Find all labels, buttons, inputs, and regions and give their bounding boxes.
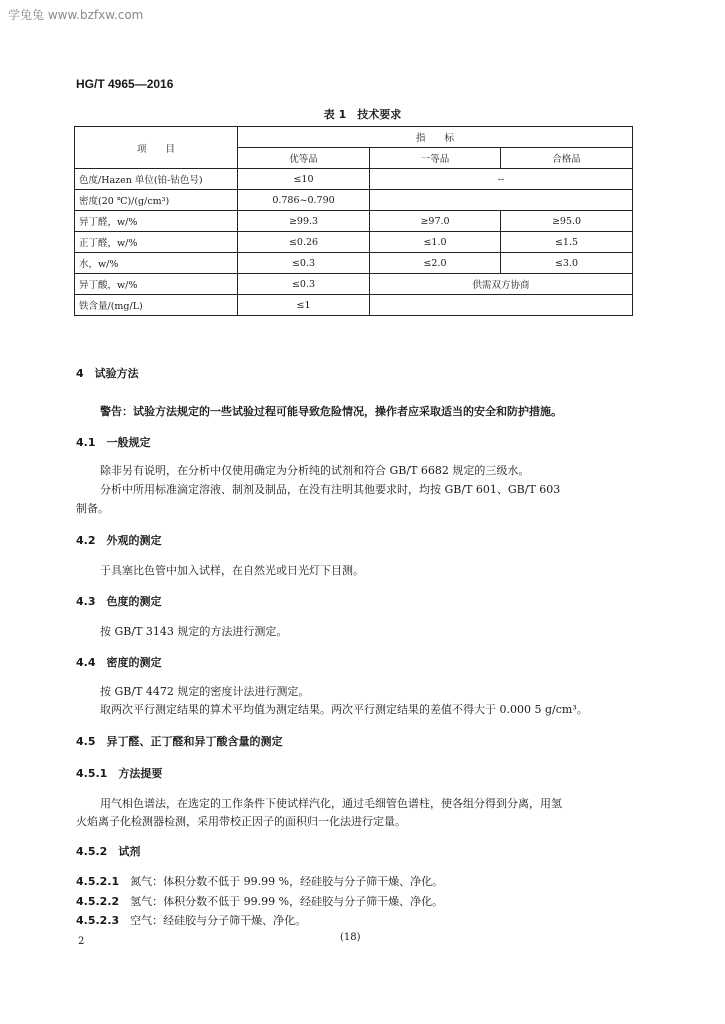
row-item: 水，w/% <box>75 253 238 274</box>
row-item: 正丁醛，w/% <box>75 232 238 253</box>
paragraph-line: 按 GB/T 4472 规定的密度计法进行测定。 <box>100 685 310 698</box>
technical-requirements-table <box>74 126 633 316</box>
cell-value: -- <box>370 169 633 190</box>
table-header-row <box>75 127 633 148</box>
cell-value: ≥95.0 <box>501 211 633 232</box>
table-row <box>75 274 633 295</box>
list-item <box>76 893 443 909</box>
row-item: 异丁酸，w/% <box>75 274 238 295</box>
paragraph-line: 按 GB/T 3143 规定的方法进行测定。 <box>100 625 288 638</box>
section-heading: 4.3 色度的测定 <box>76 595 162 608</box>
index-header: 指 标 <box>238 127 633 148</box>
section-heading: 4.2 外观的测定 <box>76 534 162 547</box>
grade-header: 优等品 <box>238 148 370 169</box>
cell-value: ≤0.26 <box>238 232 370 253</box>
cell-value: ≤1.0 <box>370 232 501 253</box>
cell-value <box>370 295 633 316</box>
row-item: 密度(20 ℃)/(g/cm³) <box>75 190 238 211</box>
watermark: 学兔兔 www.bzfxw.com <box>8 8 144 22</box>
table-row <box>75 211 633 232</box>
list-item <box>76 912 306 928</box>
cell-value: ≥97.0 <box>370 211 501 232</box>
row-item: 铁含量/(mg/L) <box>75 295 238 316</box>
cell-value <box>370 190 633 211</box>
paragraph-line: 除非另有说明，在分析中仅使用确定为分析纯的试剂和符合 GB/T 6682 规定的三级水。 <box>100 464 530 477</box>
section-heading: 4.5.2 试剂 <box>76 845 141 858</box>
cell-value: 供需双方协商 <box>370 274 633 295</box>
paragraph-line: 火焰离子化检测器检测，采用带校正因子的面积归一化法进行定量。 <box>76 815 406 828</box>
cell-value: ≤0.3 <box>238 274 370 295</box>
sequence-number: (18) <box>340 932 361 943</box>
section-heading: 4 试验方法 <box>76 367 139 380</box>
paragraph-line: 取两次平行测定结果的算术平均值为测定结果。两次平行测定结果的差值不得大于 0.000 5 g/cm³。 <box>100 703 588 716</box>
section-heading: 4.5 异丁醛、正丁醛和异丁酸含量的测定 <box>76 735 283 748</box>
section-heading: 4.1 一般规定 <box>76 436 151 449</box>
cell-value: 0.786~0.790 <box>238 190 370 211</box>
clause-number: 4.5.2.1 <box>76 875 120 888</box>
cell-value: ≤1.5 <box>501 232 633 253</box>
clause-text: 空气：经硅胶与分子筛干燥、净化。 <box>130 914 307 927</box>
clause-number: 4.5.2.3 <box>76 914 120 927</box>
table-row <box>75 169 633 190</box>
cell-value: ≤0.3 <box>238 253 370 274</box>
grade-header: 一等品 <box>370 148 501 169</box>
section-heading: 4.4 密度的测定 <box>76 656 162 669</box>
clause-text: 氢气：体积分数不低于 99.99 %，经硅胶与分子筛干燥、净化。 <box>130 895 444 908</box>
cell-value: ≤3.0 <box>501 253 633 274</box>
cell-value: ≤2.0 <box>370 253 501 274</box>
page-number: 2 <box>78 936 85 947</box>
table-row <box>75 253 633 274</box>
grade-header: 合格品 <box>501 148 633 169</box>
table-caption: 表 1 技术要求 <box>323 108 402 121</box>
paragraph-line: 用气相色谱法，在选定的工作条件下使试样汽化，通过毛细管色谱柱，使各组分得到分离，用氢 <box>100 797 562 810</box>
table-row <box>75 190 633 211</box>
clause-number: 4.5.2.2 <box>76 895 120 908</box>
table-row <box>75 295 633 316</box>
cell-value: ≤10 <box>238 169 370 190</box>
clause-text: 氮气：体积分数不低于 99.99 %，经硅胶与分子筛干燥、净化。 <box>130 875 444 888</box>
paragraph-line: 制备。 <box>76 502 109 515</box>
section-heading: 4.5.1 方法提要 <box>76 767 163 780</box>
list-item <box>76 873 443 889</box>
warning-text: 警告：试验方法规定的一些试验过程可能导致危险情况，操作者应采取适当的安全和防护措施。 <box>100 405 562 418</box>
item-header: 项 目 <box>75 127 238 169</box>
paragraph-line: 分析中所用标准滴定溶液、制剂及制品，在没有注明其他要求时，均按 GB/T 601、GB/T 603 <box>100 483 561 496</box>
cell-value: ≤1 <box>238 295 370 316</box>
paragraph-line: 于具塞比色管中加入试样，在自然光或日光灯下目测。 <box>100 564 364 577</box>
standard-number: HG/T 4965—2016 <box>76 77 174 91</box>
row-item: 色度/Hazen 单位(铂-钴色号) <box>75 169 238 190</box>
table-row <box>75 232 633 253</box>
row-item: 异丁醛，w/% <box>75 211 238 232</box>
cell-value: ≥99.3 <box>238 211 370 232</box>
